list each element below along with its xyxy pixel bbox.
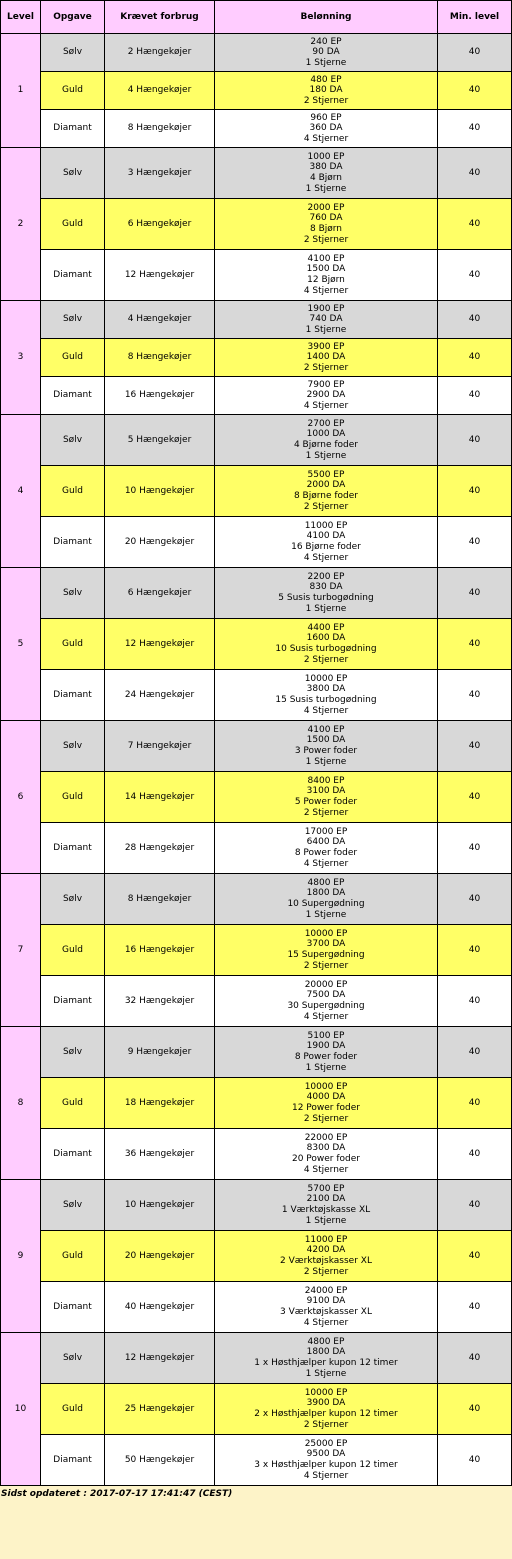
reward-line: 2100 DA	[306, 1194, 346, 1205]
reward-line: 4400 EP	[307, 622, 345, 633]
task-cell: Guld	[41, 925, 105, 976]
min-level-cell: 40	[438, 415, 512, 466]
reward-cell	[215, 466, 438, 517]
reward-cell	[215, 925, 438, 976]
reward-line: 1 Stjerne	[305, 183, 347, 194]
reward-line: 1 Stjerne	[305, 1062, 347, 1073]
reward-line: 1 Stjerne	[305, 450, 347, 461]
reward-line: 4 Stjerner	[303, 285, 349, 296]
reward-line: 4 Stjerner	[303, 705, 349, 716]
reward-line: 1000 DA	[306, 429, 346, 440]
reward-line: 2 Stjerner	[303, 654, 349, 665]
reward-line: 8 Power foder	[294, 848, 358, 858]
min-level-cell: 40	[438, 1129, 512, 1180]
required-cell: 18 Hængekøjer	[105, 1078, 215, 1129]
required-cell: 28 Hængekøjer	[105, 823, 215, 874]
header-required: Krævet forbrug	[105, 1, 215, 34]
reward-line: 1600 DA	[306, 633, 346, 644]
min-level-cell: 40	[438, 466, 512, 517]
min-level-cell: 40	[438, 721, 512, 772]
level-cell: 8	[1, 1027, 41, 1180]
table-row	[1, 110, 512, 148]
reward-line: 5100 EP	[307, 1030, 345, 1041]
reward-line: 3800 DA	[306, 684, 346, 695]
reward-line: 6400 DA	[306, 837, 346, 848]
table-row	[1, 72, 512, 110]
reward-line: 17000 EP	[304, 826, 348, 837]
reward-cell	[215, 874, 438, 925]
reward-line: 1000 EP	[307, 151, 345, 162]
reward-line: 2 Stjerner	[303, 1266, 349, 1277]
reward-cell	[215, 148, 438, 199]
min-level-cell: 40	[438, 568, 512, 619]
task-cell: Guld	[41, 619, 105, 670]
reward-line: 2200 EP	[307, 571, 345, 582]
reward-line: 1 Stjerne	[305, 1215, 347, 1226]
level-cell: 4	[1, 415, 41, 568]
reward-line: 2 x Høsthjælper kupon 12 timer	[254, 1409, 398, 1419]
reward-line: 3 x Høsthjælper kupon 12 timer	[254, 1460, 398, 1470]
required-cell: 16 Hængekøjer	[105, 925, 215, 976]
reward-line: 380 DA	[309, 162, 343, 173]
reward-line: 11000 EP	[304, 1234, 348, 1245]
table-row	[1, 1027, 512, 1078]
table-row	[1, 1078, 512, 1129]
reward-line: 4 Stjerner	[303, 552, 349, 563]
task-cell: Diamant	[41, 1129, 105, 1180]
table-row	[1, 148, 512, 199]
task-cell: Sølv	[41, 301, 105, 339]
reward-line: 4 Stjerner	[303, 1317, 349, 1328]
header-min-level: Min. level	[438, 1, 512, 34]
reward-line: 360 DA	[309, 123, 343, 134]
required-cell: 6 Hængekøjer	[105, 199, 215, 250]
reward-cell	[215, 199, 438, 250]
task-cell: Diamant	[41, 110, 105, 148]
reward-line: 1800 DA	[306, 888, 346, 899]
level-cell: 5	[1, 568, 41, 721]
table-row	[1, 377, 512, 415]
reward-line: 8 Bjørne foder	[293, 491, 359, 501]
table-row	[1, 517, 512, 568]
reward-cell	[215, 619, 438, 670]
reward-line: 4 Stjerner	[303, 133, 349, 144]
header-reward: Belønning	[215, 1, 438, 34]
reward-cell	[215, 721, 438, 772]
task-cell: Sølv	[41, 568, 105, 619]
required-cell: 4 Hængekøjer	[105, 72, 215, 110]
required-cell: 10 Hængekøjer	[105, 1180, 215, 1231]
level-cell: 7	[1, 874, 41, 1027]
reward-line: 3900 DA	[306, 1398, 346, 1409]
table-row	[1, 1231, 512, 1282]
min-level-cell: 40	[438, 874, 512, 925]
task-cell: Guld	[41, 72, 105, 110]
table-row	[1, 339, 512, 377]
reward-cell	[215, 823, 438, 874]
min-level-cell: 40	[438, 339, 512, 377]
min-level-cell: 40	[438, 72, 512, 110]
reward-line: 1 Stjerne	[305, 1368, 347, 1379]
table-row	[1, 772, 512, 823]
reward-cell	[215, 1180, 438, 1231]
reward-line: 3 Værktøjskasser XL	[280, 1307, 372, 1317]
task-cell: Guld	[41, 1384, 105, 1435]
reward-line: 7900 EP	[307, 379, 345, 390]
reward-cell	[215, 377, 438, 415]
required-cell: 6 Hængekøjer	[105, 568, 215, 619]
reward-line: 1900 EP	[307, 303, 345, 314]
table-row	[1, 619, 512, 670]
reward-line: 10000 EP	[304, 1081, 348, 1092]
reward-line: 960 EP	[310, 112, 342, 123]
required-cell: 12 Hængekøjer	[105, 250, 215, 301]
task-cell: Guld	[41, 772, 105, 823]
table-row	[1, 1435, 512, 1486]
reward-line: 8300 DA	[306, 1143, 346, 1154]
reward-cell	[215, 415, 438, 466]
required-cell: 14 Hængekøjer	[105, 772, 215, 823]
reward-cell	[215, 1231, 438, 1282]
required-cell: 8 Hængekøjer	[105, 339, 215, 377]
level-cell: 6	[1, 721, 41, 874]
required-cell: 7 Hængekøjer	[105, 721, 215, 772]
table-row	[1, 925, 512, 976]
reward-line: 3 Power foder	[294, 746, 358, 756]
task-cell: Guld	[41, 1078, 105, 1129]
required-cell: 5 Hængekøjer	[105, 415, 215, 466]
reward-line: 30 Supergødning	[287, 1001, 365, 1011]
header-level: Level	[1, 1, 41, 34]
min-level-cell: 40	[438, 301, 512, 339]
reward-cell	[215, 1078, 438, 1129]
reward-line: 4100 EP	[307, 253, 345, 264]
reward-line: 8 Bjørn	[309, 224, 342, 234]
reward-line: 5 Susis turbogødning	[278, 593, 374, 603]
task-cell: Sølv	[41, 874, 105, 925]
reward-line: 2 Stjerner	[303, 1113, 349, 1124]
reward-line: 10 Susis turbogødning	[275, 644, 377, 654]
reward-line: 5700 EP	[307, 1183, 345, 1194]
table-row	[1, 250, 512, 301]
required-cell: 12 Hængekøjer	[105, 1333, 215, 1384]
table-row	[1, 1282, 512, 1333]
reward-line: 2 Stjerner	[303, 501, 349, 512]
reward-line: 2 Stjerner	[303, 234, 349, 245]
table-row	[1, 823, 512, 874]
min-level-cell: 40	[438, 823, 512, 874]
reward-line: 1 Stjerne	[305, 603, 347, 614]
table-row	[1, 415, 512, 466]
table-body	[1, 34, 512, 1486]
reward-line: 2 Værktøjskasser XL	[280, 1256, 372, 1266]
reward-line: 1900 DA	[306, 1041, 346, 1052]
reward-line: 180 DA	[309, 85, 343, 96]
min-level-cell: 40	[438, 976, 512, 1027]
reward-cell	[215, 568, 438, 619]
required-cell: 20 Hængekøjer	[105, 1231, 215, 1282]
reward-line: 8400 EP	[307, 775, 345, 786]
task-cell: Diamant	[41, 823, 105, 874]
min-level-cell: 40	[438, 1231, 512, 1282]
reward-line: 4000 DA	[306, 1092, 346, 1103]
reward-line: 3700 DA	[306, 939, 346, 950]
level-cell: 9	[1, 1180, 41, 1333]
reward-line: 10000 EP	[304, 928, 348, 939]
min-level-cell: 40	[438, 199, 512, 250]
reward-cell	[215, 1435, 438, 1486]
table-header-row	[1, 1, 512, 34]
reward-cell	[215, 1129, 438, 1180]
reward-line: 4 Bjørn	[309, 173, 342, 183]
reward-cell	[215, 1384, 438, 1435]
min-level-cell: 40	[438, 1027, 512, 1078]
reward-line: 2 Stjerner	[303, 960, 349, 971]
reward-line: 4800 EP	[307, 1336, 345, 1347]
required-cell: 24 Hængekøjer	[105, 670, 215, 721]
reward-line: 2900 DA	[306, 390, 346, 401]
min-level-cell: 40	[438, 925, 512, 976]
level-cell: 1	[1, 34, 41, 148]
task-cell: Guld	[41, 466, 105, 517]
reward-line: 10000 EP	[304, 673, 348, 684]
reward-cell	[215, 1282, 438, 1333]
reward-line: 20 Power foder	[291, 1154, 360, 1164]
reward-cell	[215, 517, 438, 568]
table-row	[1, 568, 512, 619]
reward-line: 15 Susis turbogødning	[275, 695, 377, 705]
task-cell: Guld	[41, 1231, 105, 1282]
task-cell: Sølv	[41, 34, 105, 72]
reward-line: 1 Værktøjskasse XL	[281, 1205, 371, 1215]
task-cell: Sølv	[41, 721, 105, 772]
task-cell: Diamant	[41, 976, 105, 1027]
required-cell: 20 Hængekøjer	[105, 517, 215, 568]
required-cell: 10 Hængekøjer	[105, 466, 215, 517]
task-cell: Guld	[41, 199, 105, 250]
reward-line: 12 Bjørn	[307, 275, 345, 285]
reward-line: 7500 DA	[306, 990, 346, 1001]
min-level-cell: 40	[438, 148, 512, 199]
reward-line: 1400 DA	[306, 352, 346, 363]
min-level-cell: 40	[438, 1333, 512, 1384]
task-cell: Diamant	[41, 670, 105, 721]
level-cell: 2	[1, 148, 41, 301]
reward-line: 240 EP	[310, 36, 342, 47]
min-level-cell: 40	[438, 250, 512, 301]
required-cell: 36 Hængekøjer	[105, 1129, 215, 1180]
required-cell: 25 Hængekøjer	[105, 1384, 215, 1435]
reward-line: 2 Stjerner	[303, 807, 349, 818]
min-level-cell: 40	[438, 1078, 512, 1129]
table-row	[1, 301, 512, 339]
task-cell: Diamant	[41, 250, 105, 301]
reward-line: 25000 EP	[304, 1438, 348, 1449]
reward-line: 4 Stjerner	[303, 1470, 349, 1481]
reward-line: 5 Power foder	[294, 797, 358, 807]
min-level-cell: 40	[438, 1384, 512, 1435]
min-level-cell: 40	[438, 377, 512, 415]
reward-line: 11000 EP	[304, 520, 348, 531]
reward-line: 4 Bjørne foder	[293, 440, 359, 450]
min-level-cell: 40	[438, 1282, 512, 1333]
reward-line: 1500 DA	[306, 264, 346, 275]
task-cell: Sølv	[41, 1333, 105, 1384]
reward-line: 2700 EP	[307, 418, 345, 429]
reward-line: 830 DA	[309, 582, 343, 593]
reward-line: 9500 DA	[306, 1449, 346, 1460]
reward-line: 4800 EP	[307, 877, 345, 888]
table-row	[1, 34, 512, 72]
reward-line: 10000 EP	[304, 1387, 348, 1398]
reward-line: 10 Supergødning	[287, 899, 365, 909]
reward-line: 4100 EP	[307, 724, 345, 735]
required-cell: 8 Hængekøjer	[105, 110, 215, 148]
reward-cell	[215, 339, 438, 377]
last-updated: Sidst opdateret : 2017-07-17 17:41:47 (CEST)	[1, 1489, 233, 1499]
min-level-cell: 40	[438, 517, 512, 568]
task-cell: Sølv	[41, 1180, 105, 1231]
reward-cell	[215, 772, 438, 823]
reward-cell	[215, 110, 438, 148]
required-cell: 12 Hængekøjer	[105, 619, 215, 670]
reward-line: 1800 DA	[306, 1347, 346, 1358]
reward-line: 1 Stjerne	[305, 909, 347, 920]
table-row	[1, 874, 512, 925]
reward-line: 20000 EP	[304, 979, 348, 990]
min-level-cell: 40	[438, 110, 512, 148]
reward-line: 15 Supergødning	[287, 950, 365, 960]
reward-line: 480 EP	[310, 74, 342, 85]
task-cell: Sølv	[41, 148, 105, 199]
level-cell: 10	[1, 1333, 41, 1486]
reward-line: 4 Stjerner	[303, 400, 349, 411]
reward-line: 4200 DA	[306, 1245, 346, 1256]
task-cell: Diamant	[41, 1282, 105, 1333]
reward-line: 4 Stjerner	[303, 858, 349, 869]
reward-cell	[215, 301, 438, 339]
level-cell: 3	[1, 301, 41, 415]
reward-line: 2 Stjerner	[303, 95, 349, 106]
task-cell: Diamant	[41, 517, 105, 568]
table-row	[1, 466, 512, 517]
reward-line: 8 Power foder	[294, 1052, 358, 1062]
min-level-cell: 40	[438, 772, 512, 823]
table-row	[1, 1180, 512, 1231]
required-cell: 50 Hængekøjer	[105, 1435, 215, 1486]
reward-line: 16 Bjørne foder	[291, 542, 361, 552]
reward-line: 9100 DA	[306, 1296, 346, 1307]
reward-line: 12 Power foder	[291, 1103, 360, 1113]
task-cell: Diamant	[41, 1435, 105, 1486]
reward-line: 2000 DA	[306, 480, 346, 491]
task-cell: Diamant	[41, 377, 105, 415]
min-level-cell: 40	[438, 619, 512, 670]
reward-line: 90 DA	[312, 47, 340, 58]
reward-line: 22000 EP	[304, 1132, 348, 1143]
reward-cell	[215, 670, 438, 721]
reward-line: 740 DA	[309, 314, 343, 325]
reward-line: 1 Stjerne	[305, 57, 347, 68]
min-level-cell: 40	[438, 34, 512, 72]
reward-line: 4100 DA	[306, 531, 346, 542]
required-cell: 8 Hængekøjer	[105, 874, 215, 925]
task-cell: Sølv	[41, 415, 105, 466]
table-row	[1, 976, 512, 1027]
reward-line: 2 Stjerner	[303, 362, 349, 373]
min-level-cell: 40	[438, 1180, 512, 1231]
reward-line: 5500 EP	[307, 469, 345, 480]
reward-line: 1 x Høsthjælper kupon 12 timer	[254, 1358, 398, 1368]
required-cell: 2 Hængekøjer	[105, 34, 215, 72]
reward-line: 2000 EP	[307, 202, 345, 213]
table-row	[1, 199, 512, 250]
required-cell: 16 Hængekøjer	[105, 377, 215, 415]
reward-line: 24000 EP	[304, 1285, 348, 1296]
required-cell: 9 Hængekøjer	[105, 1027, 215, 1078]
reward-line: 4 Stjerner	[303, 1164, 349, 1175]
table-row	[1, 1333, 512, 1384]
reward-line: 3100 DA	[306, 786, 346, 797]
reward-line: 1500 DA	[306, 735, 346, 746]
reward-cell	[215, 976, 438, 1027]
task-cell: Guld	[41, 339, 105, 377]
reward-cell	[215, 34, 438, 72]
table-row	[1, 721, 512, 772]
reward-cell	[215, 250, 438, 301]
table-row	[1, 1384, 512, 1435]
reward-cell	[215, 1027, 438, 1078]
task-cell: Sølv	[41, 1027, 105, 1078]
min-level-cell: 40	[438, 1435, 512, 1486]
reward-cell	[215, 1333, 438, 1384]
required-cell: 40 Hængekøjer	[105, 1282, 215, 1333]
reward-cell	[215, 72, 438, 110]
min-level-cell: 40	[438, 670, 512, 721]
reward-line: 2 Stjerner	[303, 1419, 349, 1430]
reward-line: 1 Stjerne	[305, 756, 347, 767]
reward-line: 1 Stjerne	[305, 324, 347, 335]
reward-line: 760 DA	[309, 213, 343, 224]
reward-line: 3900 EP	[307, 341, 345, 352]
required-cell: 4 Hængekøjer	[105, 301, 215, 339]
reward-line: 4 Stjerner	[303, 1011, 349, 1022]
table-row	[1, 1129, 512, 1180]
required-cell: 32 Hængekøjer	[105, 976, 215, 1027]
required-cell: 3 Hængekøjer	[105, 148, 215, 199]
table-row	[1, 670, 512, 721]
header-task: Opgave	[41, 1, 105, 34]
